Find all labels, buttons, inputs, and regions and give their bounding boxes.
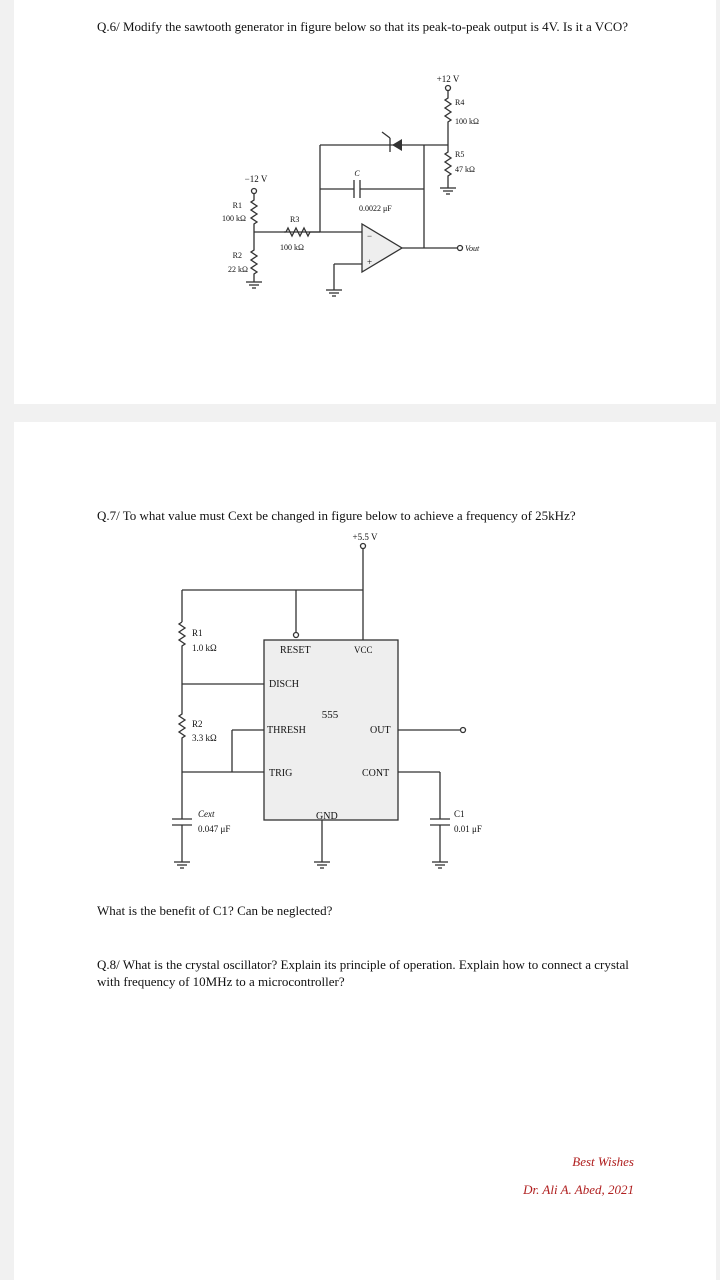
r5-resistor (445, 150, 451, 184)
cext-name: Cext (198, 809, 215, 819)
vneg-terminal (252, 189, 257, 194)
sawtooth-generator-schematic (14, 0, 716, 404)
closing-author: Dr. Ali A. Abed, 2021 (523, 1182, 634, 1197)
vout-terminal (458, 246, 463, 251)
vcc-supply-terminal (361, 544, 366, 549)
question-6-text: Q.6/ Modify the sawtooth generator in figure below so that its peak-to-peak output is 4V. Is it a VCO? (97, 19, 628, 34)
r3-value: 100 kΩ (280, 243, 304, 252)
pin-trig: TRIG (269, 768, 293, 779)
pin-reset: RESET (280, 645, 311, 656)
c1-value: 0.01 μF (454, 824, 482, 834)
c-value: 0.0022 μF (359, 204, 392, 213)
r2-value: 3.3 kΩ (192, 733, 217, 743)
op-amp-plus: + (367, 257, 373, 267)
document-page-2 (14, 422, 716, 1280)
vcc-supply-label: +5.5 V (352, 532, 378, 542)
r2-name: R2 (192, 719, 203, 729)
question-7-text: Q.7/ To what value must Cext be changed in figure below to achieve a frequency of 25kHz? (97, 508, 576, 523)
r4-resistor (445, 90, 451, 150)
document-page-1 (14, 0, 716, 404)
pin-disch: DISCH (269, 679, 300, 690)
pin-gnd: GND (316, 811, 338, 822)
r1-resistor (251, 193, 257, 240)
r5-name: R5 (455, 150, 465, 159)
vpos-supply-label: +12 V (436, 74, 460, 84)
r5-value: 47 kΩ (455, 165, 475, 174)
cext-value: 0.047 μF (198, 824, 231, 834)
question-7-followup: What is the benefit of C1? Can be neglected? (97, 903, 333, 918)
ic-555-label: 555 (321, 709, 339, 721)
r1-name: R1 (192, 628, 203, 638)
r1-name: R1 (232, 201, 242, 210)
pin-out: OUT (370, 725, 391, 736)
pin-cont: CONT (362, 768, 390, 779)
r2-resistor (179, 684, 185, 772)
c1-name: C1 (454, 809, 465, 819)
r1-value: 1.0 kΩ (192, 643, 217, 653)
r1-value: 100 kΩ (222, 214, 246, 223)
r2-name: R2 (232, 251, 242, 260)
pin-thresh: THRESH (267, 725, 306, 736)
output-terminal (461, 728, 466, 733)
r3-name: R3 (290, 215, 300, 224)
r4-value: 100 kΩ (455, 117, 479, 126)
op-amp-minus: − (367, 231, 373, 241)
question-8-text: Q.8/ What is the crystal oscillator? Explain its principle of operation. Explain how to connect a crystal with frequency of 10MHz to a microcontroller? (97, 957, 629, 989)
vout-label: Vout (465, 244, 480, 253)
vpos-terminal (446, 86, 451, 91)
closing-wishes: Best Wishes (572, 1154, 634, 1169)
555-astable-schematic (14, 422, 716, 902)
r4-name: R4 (455, 98, 465, 107)
r2-value: 22 kΩ (228, 265, 248, 274)
c-name: C (354, 169, 360, 178)
put-symbol (392, 139, 402, 151)
r1-resistor (179, 622, 185, 684)
pin-vcc: VCC (354, 645, 373, 655)
vneg-supply-label: −12 V (244, 174, 268, 184)
r2-resistor (251, 240, 257, 282)
